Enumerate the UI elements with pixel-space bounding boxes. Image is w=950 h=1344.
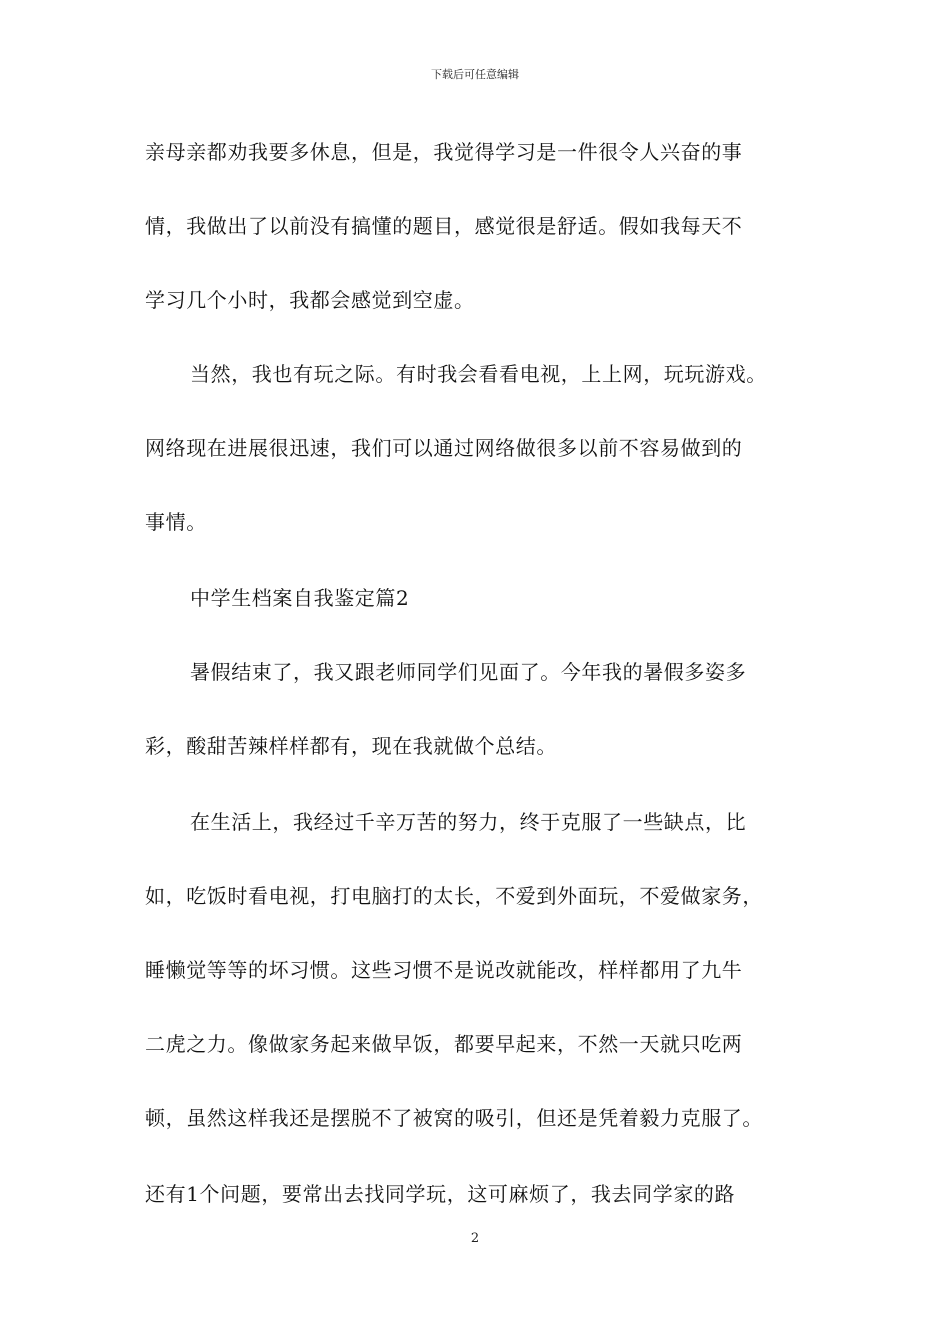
body-line: 暑假结束了，我又跟老师同学们见面了。今年我的暑假多姿多 xyxy=(190,660,747,684)
body-line: 情，我做出了以前没有搞懂的题目，感觉很是舒适。假如我每天不 xyxy=(145,214,743,238)
body-line: 彩，酸甜苦辣样样都有，现在我就做个总结。 xyxy=(145,734,557,758)
page-number: 2 xyxy=(470,1231,480,1246)
body-line: 网络现在进展很迅速，我们可以通过网络做很多以前不容易做到的 xyxy=(145,436,743,460)
body-line: 如，吃饭时看电视，打电脑打的太长，不爱到外面玩，不爱做家务， xyxy=(145,884,763,908)
body-line: 睡懒觉等等的坏习惯。这些习惯不是说改就能改，样样都用了九牛 xyxy=(145,958,743,982)
body-line: 还有1个问题，要常出去找同学玩，这可麻烦了，我去同学家的路 xyxy=(145,1182,736,1206)
section-heading: 中学生档案自我鉴定篇2 xyxy=(190,586,410,610)
body-line: 二虎之力。像做家务起来做早饭，都要早起来，不然一天就只吃两 xyxy=(145,1032,743,1056)
page-header: 下载后可任意编辑 xyxy=(431,68,519,81)
body-line: 事情。 xyxy=(145,510,207,534)
body-line: 学习几个小时，我都会感觉到空虚。 xyxy=(145,288,475,312)
body-line: 亲母亲都劝我要多休息，但是，我觉得学习是一件很令人兴奋的事 xyxy=(145,140,743,164)
body-line: 当然，我也有玩之际。有时我会看看电视，上上网，玩玩游戏。 xyxy=(190,362,767,386)
body-line: 在生活上，我经过千辛万苦的努力，终于克服了一些缺点，比 xyxy=(190,810,747,834)
body-line: 顿，虽然这样我还是摆脱不了被窝的吸引，但还是凭着毅力克服了。 xyxy=(145,1106,763,1130)
